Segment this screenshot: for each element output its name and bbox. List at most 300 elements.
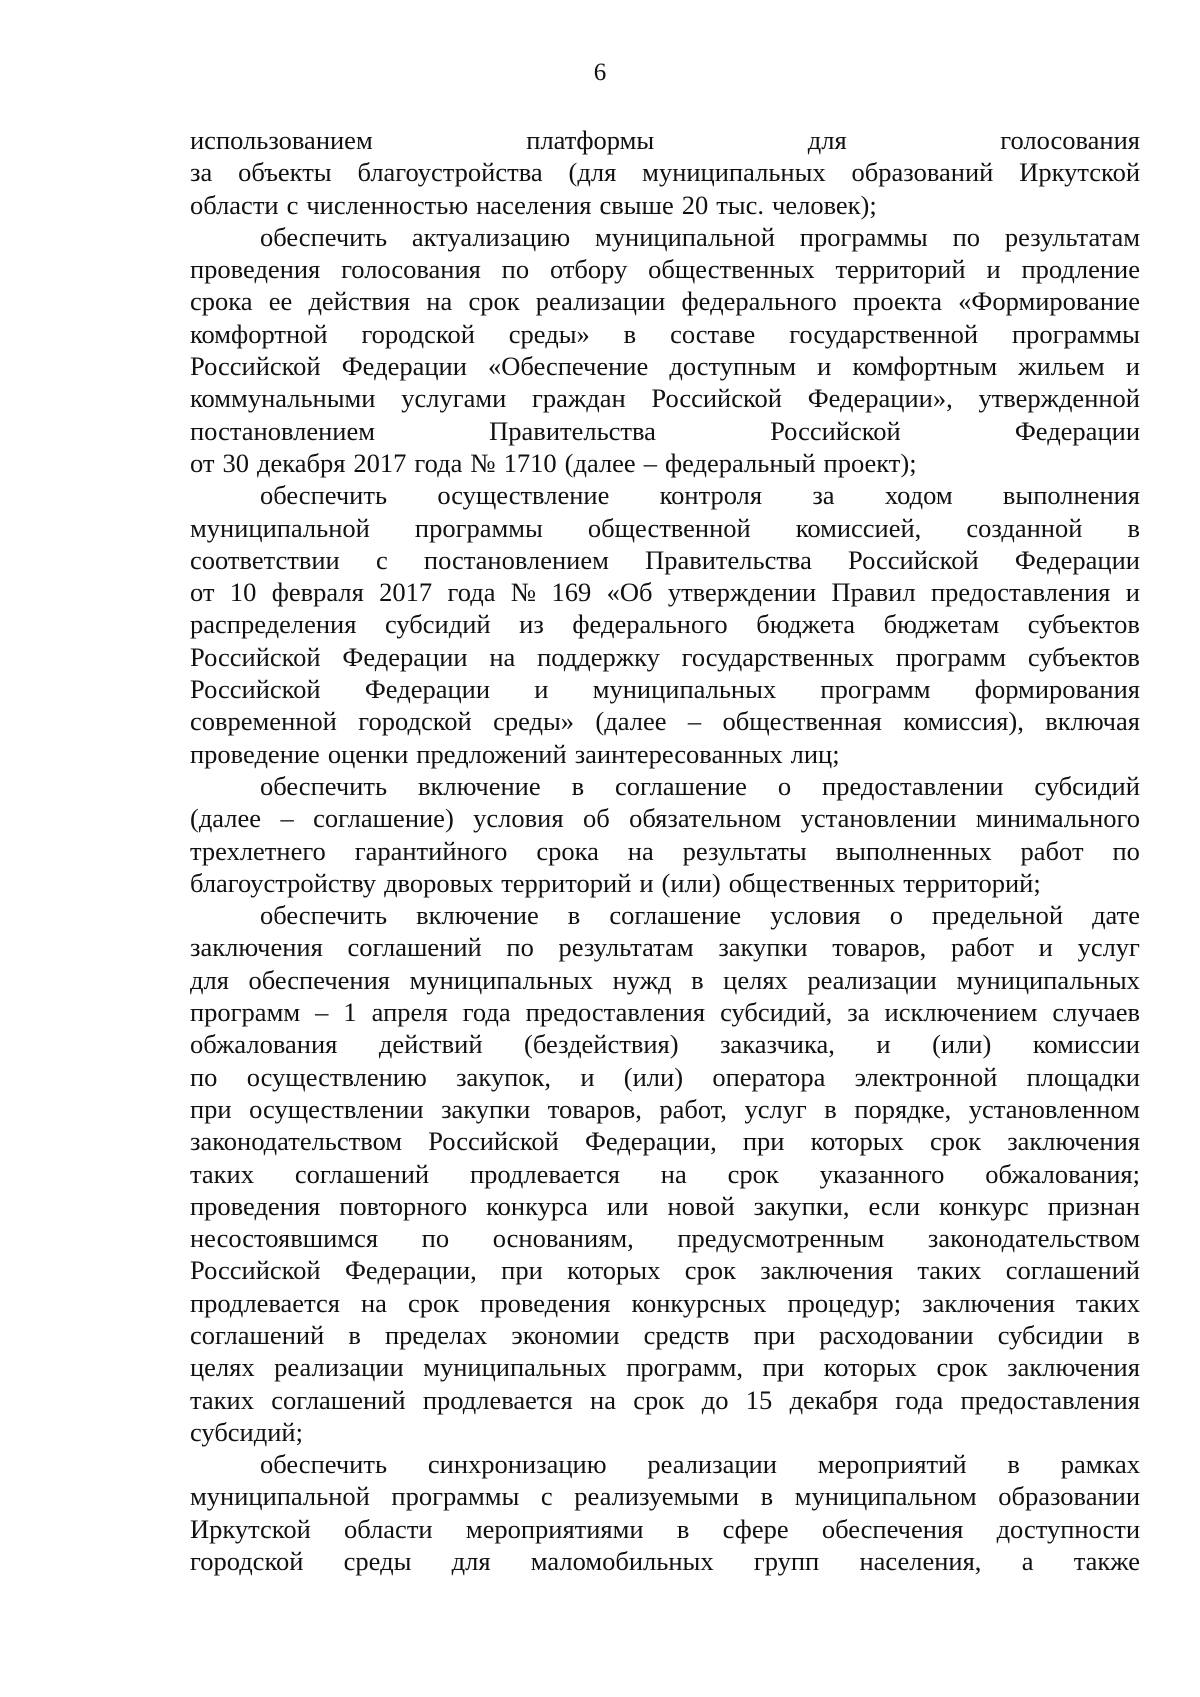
word: соглашение) — [313, 803, 454, 834]
word: закупок, — [456, 1061, 552, 1092]
word: площадки — [1026, 1061, 1140, 1092]
word: включение — [417, 770, 541, 801]
word: программ, — [626, 1352, 743, 1383]
word: заключения — [1007, 1352, 1140, 1383]
word: в — [567, 900, 581, 931]
text-line — [190, 996, 1140, 1028]
word: товаров, — [832, 932, 927, 963]
word: продлевается — [469, 1158, 620, 1189]
word: мероприятий — [817, 1449, 967, 1480]
word: в — [348, 1319, 361, 1350]
word: образовании — [998, 1481, 1140, 1512]
text-line — [190, 673, 1140, 705]
word: порядке, — [854, 1093, 952, 1124]
word: благоустройства — [357, 157, 543, 188]
word: действия — [308, 286, 411, 317]
word: Российской — [848, 544, 979, 575]
word: экономии — [511, 1319, 620, 1350]
word: обеспечить — [260, 770, 388, 801]
word: Федерации», — [807, 383, 953, 414]
word: и — [580, 1061, 595, 1092]
word: за — [190, 157, 213, 188]
word: области — [344, 1513, 433, 1544]
text-line — [190, 1416, 1140, 1448]
word: исключением — [884, 997, 1038, 1028]
word: реализуемыми — [574, 1481, 740, 1512]
text-line — [190, 1351, 1140, 1383]
word: коммунальными — [190, 383, 376, 414]
word: «Обеспечение — [488, 351, 649, 382]
word: Российской — [190, 351, 321, 382]
word: – — [280, 803, 294, 834]
word: реализации — [274, 1352, 404, 1383]
word: территорий — [501, 867, 632, 898]
text-line — [190, 1061, 1140, 1093]
word: общественных — [648, 254, 815, 285]
word: апреля — [371, 997, 448, 1028]
text-line — [190, 189, 1140, 221]
text-line — [190, 124, 1140, 156]
word: и — [639, 867, 654, 898]
word: года — [447, 577, 496, 608]
word: Федерации — [1014, 415, 1140, 446]
word: Федерации — [1014, 544, 1140, 575]
word: Российской — [190, 641, 321, 672]
word: в — [1127, 512, 1140, 543]
word: реализации — [807, 964, 937, 995]
word: составе — [670, 318, 756, 349]
word: – — [315, 997, 329, 1028]
word: предоставления — [525, 997, 706, 1028]
word: Российской — [190, 674, 321, 705]
word: Правительства — [645, 544, 812, 575]
word: территорий — [835, 254, 966, 285]
word: предложений — [416, 738, 567, 769]
word: рамках — [1060, 1449, 1140, 1480]
word: комиссия), — [903, 706, 1024, 737]
word: выполнения — [1002, 480, 1140, 511]
word: Федерации, — [584, 1126, 717, 1157]
word: доступным — [669, 351, 796, 382]
text-line — [190, 1028, 1140, 1060]
word: заключения — [922, 1287, 1055, 1318]
text-line — [190, 1319, 1140, 1351]
word: для — [190, 964, 229, 995]
text-line — [190, 447, 1140, 479]
text-line — [190, 350, 1140, 382]
word: также — [1073, 1546, 1140, 1577]
word: основаниям, — [492, 1223, 634, 1254]
word: оператора — [712, 1061, 826, 1092]
word: срок — [468, 286, 520, 317]
word: ходом — [884, 480, 953, 511]
word: (для — [568, 157, 617, 188]
word: обеспечить — [260, 1449, 388, 1480]
text-line — [190, 1190, 1140, 1222]
word: срок — [936, 1352, 988, 1383]
word: а — [1021, 1546, 1034, 1577]
word: на — [627, 835, 654, 866]
word: предусмотренным — [677, 1223, 885, 1254]
word: срок — [727, 1158, 779, 1189]
text-line — [190, 1545, 1140, 1577]
word: из — [519, 609, 544, 640]
word: условия — [473, 803, 564, 834]
word: на — [489, 641, 516, 672]
word: объекты — [238, 157, 332, 188]
word: товаров, — [547, 1093, 642, 1124]
word: населения, — [859, 1546, 982, 1577]
word: свыше — [599, 189, 674, 220]
word: конкурс — [939, 1190, 1029, 1221]
text-line — [190, 1093, 1140, 1125]
word: года — [895, 1384, 944, 1415]
word: в — [691, 964, 704, 995]
word: доступности — [996, 1513, 1140, 1544]
word: комфортным — [852, 351, 998, 382]
text-line — [190, 576, 1140, 608]
word: городской — [358, 706, 472, 737]
word: государственных — [681, 641, 875, 672]
word: № — [510, 577, 537, 608]
word: среды» — [493, 706, 575, 737]
word: использованием — [190, 125, 373, 155]
word: Правительства — [489, 415, 656, 446]
word: на — [660, 1158, 687, 1189]
word: закупки, — [753, 1190, 850, 1221]
word: и — [1125, 351, 1140, 382]
word: образований — [851, 157, 994, 188]
word: муниципальных — [642, 157, 826, 188]
word: Российской — [190, 1255, 321, 1286]
text-line — [190, 156, 1140, 188]
word: заинтересованных — [574, 738, 783, 769]
word: действий — [378, 1029, 483, 1060]
word: электронной — [854, 1061, 998, 1092]
word: продление — [1021, 254, 1140, 285]
word: Правил — [831, 577, 916, 608]
word: постановлением — [423, 544, 609, 575]
word: года — [462, 997, 511, 1028]
word: обеспечить — [260, 480, 388, 511]
word: голосования — [341, 254, 481, 285]
word: Федерации — [342, 641, 468, 672]
word: соглашений — [347, 932, 482, 963]
word: заключения — [1007, 1126, 1140, 1157]
word: среды — [343, 1546, 412, 1577]
word: признан — [1047, 1190, 1140, 1221]
word: формирования — [974, 674, 1140, 705]
text-line — [190, 641, 1140, 673]
page-number: 6 — [593, 59, 607, 86]
word: муниципальных — [592, 674, 777, 705]
word: контроля — [659, 480, 763, 511]
word: продлевается — [190, 1287, 340, 1318]
word: программ — [895, 641, 1007, 672]
word: за — [847, 997, 870, 1028]
word: области — [190, 189, 279, 220]
text-line — [190, 1513, 1140, 1545]
word: года — [414, 447, 463, 478]
word: расходовании — [819, 1319, 974, 1350]
word: реализации — [535, 286, 666, 317]
word: с — [540, 1481, 553, 1512]
word: Федерации — [364, 674, 491, 705]
word: работ, — [659, 1093, 727, 1124]
word: осуществлении — [249, 1093, 424, 1124]
word: по — [190, 1061, 218, 1092]
word: в — [1007, 1449, 1020, 1480]
text-line — [190, 964, 1140, 996]
word: проведения — [190, 1190, 321, 1221]
text-line — [190, 221, 1140, 253]
word: срок — [684, 1255, 736, 1286]
word: дворовых — [384, 867, 494, 898]
word: проекта — [853, 286, 942, 317]
word: современной — [190, 706, 337, 737]
word: муниципальных — [409, 964, 594, 995]
word: (далее — [190, 803, 262, 834]
word: 20 — [681, 189, 709, 220]
word: по — [952, 221, 981, 252]
word: Иркутской — [190, 1513, 311, 1544]
word: таких — [190, 1384, 254, 1415]
text-line — [190, 899, 1140, 931]
word: декабря — [256, 447, 346, 478]
word: субъектов — [1027, 609, 1140, 640]
word: соглашений — [1005, 1255, 1140, 1286]
word: программ — [190, 997, 301, 1028]
word: «Об — [606, 577, 653, 608]
word: предоставления — [930, 577, 1111, 608]
word: обжалования; — [985, 1158, 1140, 1189]
word: установленном — [968, 1093, 1140, 1124]
word: общественная — [722, 706, 882, 737]
word: синхронизацию — [427, 1449, 607, 1480]
word: проведения — [190, 254, 321, 285]
word: или — [606, 1190, 649, 1221]
text-line — [190, 1222, 1140, 1254]
word: услуг — [744, 1093, 807, 1124]
word: работ — [950, 932, 1014, 963]
word: случаев — [1052, 997, 1140, 1028]
word: утвержденной — [978, 383, 1140, 414]
word: (или) — [932, 1029, 992, 1060]
word: благоустройству — [190, 867, 377, 898]
text-line — [190, 1448, 1140, 1480]
word: групп — [753, 1546, 820, 1577]
word: по — [1112, 835, 1140, 866]
word: заключения — [190, 932, 323, 963]
word: сфере — [722, 1513, 789, 1544]
word: ее — [268, 286, 293, 317]
word: предельной — [932, 900, 1064, 931]
text-line — [190, 1287, 1140, 1319]
word: по — [506, 932, 534, 963]
word: городской — [361, 318, 475, 349]
word: дате — [1092, 900, 1140, 931]
word: законодательством — [190, 1126, 403, 1157]
word: закупки — [718, 932, 808, 963]
word: на — [426, 286, 453, 317]
word: территорий; — [903, 867, 1041, 898]
word: актуализацию — [411, 221, 571, 252]
word: процедур; — [787, 1287, 902, 1318]
word: за — [812, 480, 835, 511]
word: 30 — [222, 447, 249, 478]
word: программы — [799, 221, 928, 252]
word: платформы — [526, 125, 655, 155]
word: обеспечения — [821, 1513, 964, 1544]
word: трехлетнего — [190, 835, 326, 866]
word: соглашение — [609, 900, 742, 931]
word: программы — [1012, 318, 1140, 349]
text-line — [190, 253, 1140, 285]
word: субсидии — [997, 1319, 1104, 1350]
word: комиссии — [1032, 1029, 1140, 1060]
word: проведение — [190, 738, 320, 769]
word: муниципальных — [423, 1352, 607, 1383]
word: предоставления — [960, 1384, 1140, 1415]
text-line — [190, 544, 1140, 576]
word: численностью — [306, 189, 469, 220]
word: услугами — [401, 383, 507, 414]
word: и — [1125, 577, 1140, 608]
word: заказчика, — [720, 1029, 835, 1060]
word: минимального — [975, 803, 1140, 834]
word: от — [190, 447, 215, 478]
word: утверждении — [667, 577, 817, 608]
word: программы — [391, 1481, 520, 1512]
word: федерального — [572, 609, 728, 640]
word: новой — [667, 1190, 735, 1221]
word: о — [889, 900, 903, 931]
word: осуществление — [437, 480, 610, 511]
word: обжалования — [190, 1029, 338, 1060]
word: предоставлении — [822, 770, 1004, 801]
word: которых — [567, 1255, 661, 1286]
word: срок — [633, 1384, 685, 1415]
word: распределения — [190, 609, 357, 640]
word: при — [753, 1319, 796, 1350]
word: для — [807, 125, 847, 155]
word: муниципальном — [794, 1481, 977, 1512]
word: муниципальной — [595, 221, 775, 252]
text-line — [190, 802, 1140, 834]
word: конкурсных — [631, 1287, 767, 1318]
word: человек); — [772, 189, 877, 220]
word: субсидий; — [190, 1416, 303, 1447]
word: нужд — [612, 964, 672, 995]
text-line — [190, 770, 1140, 802]
word: до — [701, 1384, 729, 1415]
word: Федерации, — [344, 1255, 477, 1286]
word: маломобильных — [530, 1546, 714, 1577]
word: в — [571, 770, 585, 801]
word: Российской — [651, 383, 782, 414]
word: созданной — [966, 512, 1083, 543]
word: результатам — [558, 932, 694, 963]
word: комфортной — [190, 318, 328, 349]
word: продлевается — [422, 1384, 573, 1415]
word: проект); — [823, 447, 917, 478]
word: среды» — [508, 318, 590, 349]
word: работ — [1020, 835, 1084, 866]
word: февраля — [271, 577, 364, 608]
word: срок — [929, 1126, 982, 1157]
word: Иркутской — [1019, 157, 1140, 188]
word: включая — [1045, 706, 1140, 737]
word: (далее — [595, 706, 667, 737]
word: осуществлению — [246, 1061, 427, 1092]
word: при — [501, 1255, 543, 1286]
word: голосования — [1000, 125, 1140, 155]
word: срок — [407, 1287, 460, 1318]
text-line — [190, 512, 1140, 544]
word: об — [582, 803, 610, 834]
text-line — [190, 608, 1140, 640]
word: отбору — [549, 254, 628, 285]
word: срока — [536, 835, 599, 866]
word: (или) — [623, 1061, 684, 1092]
word: в — [1127, 1319, 1140, 1350]
word: выполненных — [835, 835, 992, 866]
word: обязательном — [629, 803, 782, 834]
word: целях — [190, 1352, 255, 1383]
word: услуг — [1077, 932, 1140, 963]
word: Российской — [770, 415, 901, 446]
word: гарантийного — [354, 835, 508, 866]
word: несостоявшимся — [190, 1223, 379, 1254]
word: (далее — [564, 447, 636, 478]
word: и — [534, 674, 549, 705]
word: общественной — [587, 512, 751, 543]
text-line — [190, 931, 1140, 963]
word: 1710 — [503, 447, 557, 478]
word: граждан — [532, 383, 626, 414]
word: поддержку — [537, 641, 660, 672]
word: установлении — [800, 803, 957, 834]
word: обеспечения — [248, 964, 390, 995]
word: обеспечить — [260, 900, 388, 931]
word: о — [777, 770, 792, 801]
word: соответствии — [190, 544, 340, 575]
word: в — [676, 1513, 690, 1544]
word: на — [360, 1287, 387, 1318]
word: (или) — [661, 867, 721, 898]
word: таких — [1075, 1287, 1140, 1318]
word: проведения — [480, 1287, 611, 1318]
word: – — [643, 447, 657, 478]
word: 2017 — [353, 447, 407, 478]
word: населения — [476, 189, 592, 220]
text-line — [190, 738, 1140, 770]
word: реализации — [647, 1449, 777, 1480]
word: программ — [820, 674, 931, 705]
word: заключения — [760, 1255, 894, 1286]
text-line — [190, 867, 1140, 899]
word: результатам — [1004, 221, 1140, 252]
text-line — [190, 285, 1140, 317]
word: таких — [190, 1158, 254, 1189]
word: государственной — [789, 318, 979, 349]
word: в — [824, 1093, 837, 1124]
word: обеспечить — [260, 221, 388, 252]
word: включение — [416, 900, 539, 931]
document-body — [190, 124, 1140, 1577]
text-line — [190, 1254, 1140, 1286]
word: если — [868, 1190, 921, 1221]
